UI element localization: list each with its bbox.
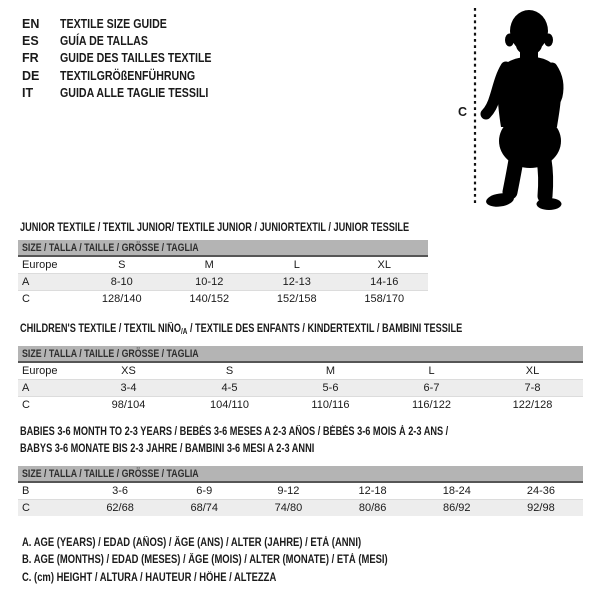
table-cell: 140/152 — [189, 293, 230, 305]
table-cell: 122/128 — [512, 399, 553, 411]
table-row — [18, 380, 583, 397]
column-header-cell: S — [225, 365, 234, 377]
table-cell: 86/92 — [443, 502, 471, 514]
row-label-cell: C — [22, 502, 30, 514]
table-cell: 80/86 — [358, 502, 387, 514]
size-bar: SIZE / TALLA / TAILLE / GRÖSSE / TAGLIA — [18, 466, 583, 483]
children-table-title: CHILDREN'S TEXTILE / TEXTIL $NIÑO_{/A}$ / TEXTILE DES ENFANTS / KINDERTEXTIL / BAMBINI TESSILE — [20, 323, 463, 336]
column-header-cell: XL — [377, 259, 391, 271]
table-cell: 24-36 — [526, 485, 556, 497]
table-row — [18, 363, 583, 380]
babies-title-line1: BABIES 3-6 MONTH TO 2-3 YEARS / BEBÉS 3-6 MESES A 2-3 AÑOS / BÉBÉS 3-6 MOIS À 2-3 ANS / — [20, 426, 449, 438]
size-bar: SIZE / TALLA / TAILLE / GRÖSSE / TAGLIA — [18, 346, 583, 363]
row-label-cell: C — [22, 293, 30, 305]
language-code: EN — [22, 16, 40, 31]
language-row-fr — [22, 50, 238, 67]
height-label-c: C — [458, 105, 468, 119]
children-size-table — [18, 346, 583, 413]
column-header-cell: XS — [121, 365, 136, 377]
column-header-cell: M — [325, 365, 336, 377]
table-cell: 3-6 — [112, 485, 129, 497]
language-row-it — [22, 85, 238, 102]
table-row — [18, 274, 428, 291]
language-code: ES — [22, 34, 39, 49]
junior-table-title: JUNIOR TEXTILE / TEXTIL JUNIOR/ TEXTILE JUNIOR / JUNIORTEXTIL / JUNIOR TESSILE — [20, 222, 410, 234]
table-cell: 62/68 — [106, 502, 134, 514]
column-header-cell: S — [118, 259, 126, 271]
table-cell: 14-16 — [370, 276, 399, 288]
table-cell: 152/158 — [276, 293, 317, 305]
column-header-cell: L — [293, 259, 300, 271]
language-row-es — [22, 32, 238, 49]
table-cell: 7-8 — [524, 382, 541, 394]
babies-size-table — [18, 466, 583, 516]
table-row — [18, 257, 428, 274]
row-label-cell: C — [22, 399, 30, 411]
table-cell: 158/170 — [364, 293, 405, 305]
language-title: TEXTILE SIZE GUIDE — [60, 16, 167, 31]
table-cell: 92/98 — [527, 502, 555, 514]
table-cell: 4-5 — [221, 382, 238, 394]
table-cell: 128/140 — [101, 293, 142, 305]
table-cell: 6-9 — [196, 485, 213, 497]
language-title-list — [22, 15, 238, 102]
table-cell: 18-24 — [442, 485, 471, 497]
language-title: GUIDA ALLE TAGLIE TESSILI — [60, 86, 209, 101]
row-label-cell: Europe — [22, 259, 58, 271]
table-cell: 5-6 — [322, 382, 339, 394]
table-cell: 68/74 — [190, 502, 219, 514]
row-label-cell: Europe — [22, 365, 58, 377]
table-cell: 9-12 — [277, 485, 300, 497]
table-cell: 98/104 — [111, 399, 146, 411]
language-title: TEXTILGRÖßENFÜHRUNG — [60, 68, 196, 83]
footnote-b: B. AGE (MONTHS) / EDAD (MESES) / ÂGE (MOIS) / ALTER (MONATE) / ETÀ (MESI) — [22, 554, 388, 567]
row-label-cell: B — [22, 485, 30, 497]
footnote-a: A. AGE (YEARS) / EDAD (AÑOS) / ÂGE (ANS) / ALTER (JAHRE) / ETÀ (ANNI) — [22, 536, 362, 549]
junior-size-table — [18, 240, 428, 307]
babies-table-title — [20, 424, 555, 457]
row-label-cell: A — [22, 276, 30, 288]
footnote-legend — [22, 534, 468, 587]
table-row — [18, 500, 583, 516]
table-cell: 74/80 — [274, 502, 303, 514]
table-cell: 3-4 — [120, 382, 137, 394]
column-header-cell: L — [428, 365, 435, 377]
language-code: FR — [22, 51, 39, 66]
language-row-en — [22, 15, 238, 32]
table-cell: 12-13 — [282, 276, 311, 288]
column-header-cell: M — [204, 259, 214, 271]
table-cell: 104/110 — [210, 399, 249, 411]
table-cell: 110/116 — [311, 399, 350, 411]
size-bar: SIZE / TALLA / TAILLE / GRÖSSE / TAGLIA — [18, 240, 428, 257]
table-row — [18, 483, 583, 500]
table-cell: 116/122 — [412, 399, 451, 411]
table-row — [18, 397, 583, 413]
language-title: GUIDE DES TAILLES TEXTILE — [60, 51, 212, 66]
language-code: IT — [22, 86, 34, 101]
babies-title-line2: BABYS 3-6 MONATE BIS 2-3 JAHRE / BAMBINI 3-6 MESI A 2-3 ANNI — [20, 442, 315, 455]
baby-silhouette — [485, 10, 561, 210]
subscript-suffix: /A — [180, 327, 188, 336]
table-cell: 10-12 — [195, 276, 224, 288]
language-row-de — [22, 67, 238, 84]
baby-silhouette-figure — [470, 0, 600, 215]
column-header-cell: XL — [525, 365, 540, 377]
table-cell: 12-18 — [358, 485, 387, 497]
footnote-c: C. (cm) HEIGHT / ALTURA / HAUTEUR / HÖHE / ALTEZZA — [22, 571, 277, 584]
table-cell: 6-7 — [423, 382, 440, 394]
language-code: DE — [22, 68, 40, 83]
language-title: GUÍA DE TALLAS — [60, 34, 148, 49]
table-row — [18, 291, 428, 307]
table-cell: 8-10 — [110, 276, 133, 288]
row-label-cell: A — [22, 382, 30, 394]
